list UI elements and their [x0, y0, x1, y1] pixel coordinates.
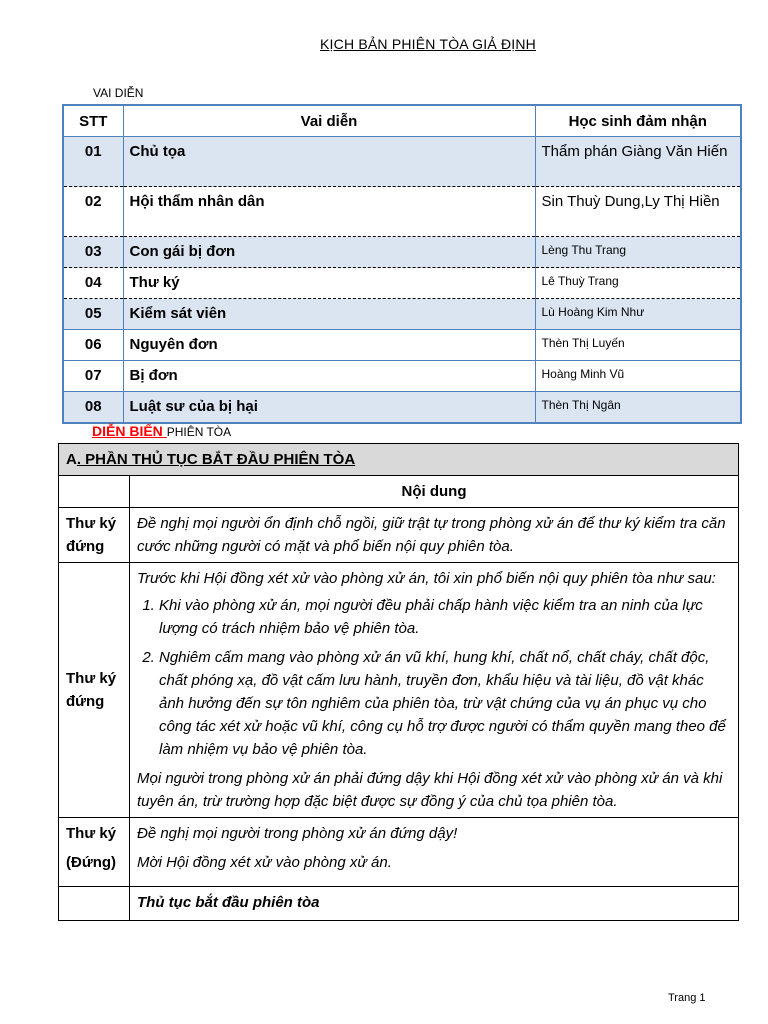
roles-header-row [63, 105, 741, 137]
header-stt: STT [63, 105, 123, 137]
header-role: Vai diễn [123, 105, 535, 137]
row-stt: 01 [63, 137, 123, 187]
rules-outro: Mọi người trong phòng xử án phải đứng dậy khi Hội đồng xét xử vào phòng xử án và khi tuyên án, trừ trường hợp đặc biệt được sự đồng ý của chủ tọa phiên tòa. [137, 770, 723, 810]
section-subtitle: Thủ tục bắt đầu phiên tòa [130, 887, 739, 921]
proceedings-label-red: DIỄN BIẾN [92, 423, 167, 439]
list-item: 2. Nghiêm cấm mang vào phòng xử án vũ khí, hung khí, chất nổ, chất cháy, chất độc, chất phóng xạ, đồ vật cấm lưu hành, truyền đơn, khẩu hiệu và tài liệu, đồ vật khác ảnh hưởng đến sự tôn nghiêm của phiên tòa, trừ vật chứng của vụ án phục vụ cho công tác xét xử hoặc vũ khí, công cụ hỗ trợ được người có thẩm quyền mang theo để làm nhiệm vụ bảo vệ phiên tòa. [159, 646, 731, 761]
roles-label: VAI DIỄN [93, 86, 144, 100]
row-role: Kiểm sát viên [123, 299, 535, 330]
list-item: 1. Khi vào phòng xử án, mọi người đều phải chấp hành việc kiểm tra an ninh của lực lượng có trách nhiệm bảo vệ phiên tòa. [159, 594, 731, 640]
row-role: Bị đơn [123, 361, 535, 392]
speaker: Thư ký đứng [59, 508, 130, 563]
row-student: Lù Hoàng Kim Như [535, 299, 741, 330]
row-stt: 03 [63, 237, 123, 268]
row-role: Chủ tọa [123, 137, 535, 187]
roles-table [62, 104, 742, 424]
speech [130, 563, 739, 818]
speech: Đề nghị mọi người trong phòng xử án đứng dậy! Mời Hội đồng xét xử vào phòng xử án. [130, 818, 739, 887]
table-row [63, 299, 741, 330]
row-stt: 06 [63, 330, 123, 361]
section-header: A. PHẦN THỦ TỤC BẮT ĐẦU PHIÊN TÒA [59, 444, 739, 476]
row-student: Hoàng Minh Vũ [535, 361, 741, 392]
table-row [59, 818, 739, 887]
row-student: Thẩm phán Giàng Văn Hiến [535, 137, 741, 187]
row-stt: 08 [63, 392, 123, 423]
header-student: Học sinh đảm nhận [535, 105, 741, 137]
table-row [63, 268, 741, 299]
table-row [63, 330, 741, 361]
row-stt: 05 [63, 299, 123, 330]
row-role: Hội thẩm nhân dân [123, 187, 535, 237]
table-row [59, 508, 739, 563]
content-header-row [59, 476, 739, 508]
row-stt: 02 [63, 187, 123, 237]
row-role: Thư ký [123, 268, 535, 299]
proceedings-table [58, 443, 739, 921]
table-row [59, 887, 739, 921]
row-role: Con gái bị đơn [123, 237, 535, 268]
speaker: Thư ký đứng [59, 563, 130, 818]
speech: Đề nghị mọi người ổn định chỗ ngồi, giữ trật tự trong phòng xử án để thư ký kiểm tra căn cước những người có mặt và phổ biến nội quy phiên tòa. [130, 508, 739, 563]
proceedings-label-rest: PHIÊN TÒA [166, 425, 232, 439]
table-row [63, 137, 741, 187]
row-student: Lê Thuỳ Trang [535, 268, 741, 299]
section-header-row [59, 444, 739, 476]
table-row [63, 392, 741, 423]
row-student: Lèng Thu Trang [535, 237, 741, 268]
table-row [63, 187, 741, 237]
row-stt: 04 [63, 268, 123, 299]
proceedings-label [92, 423, 231, 439]
table-row [59, 563, 739, 818]
speaker: Thư ký (Đứng) [59, 818, 130, 887]
content-header: Nội dung [130, 476, 739, 508]
row-student: Thèn Thị Ngân [535, 392, 741, 423]
row-student: Thèn Thị Luyến [535, 330, 741, 361]
rules-intro: Trước khi Hội đồng xét xử vào phòng xử án, tôi xin phổ biến nội quy phiên tòa như sau: [137, 570, 716, 587]
row-role: Nguyên đơn [123, 330, 535, 361]
row-student: Sin Thuỳ Dung,Ly Thị Hiền [535, 187, 741, 237]
page-number: Trang 1 [668, 992, 706, 1004]
rules-list [137, 594, 731, 761]
row-role: Luật sư của bị hại [123, 392, 535, 423]
document-title: KỊCH BẢN PHIÊN TÒA GIẢ ĐỊNH [320, 36, 536, 52]
table-row [63, 361, 741, 392]
row-stt: 07 [63, 361, 123, 392]
table-row [63, 237, 741, 268]
